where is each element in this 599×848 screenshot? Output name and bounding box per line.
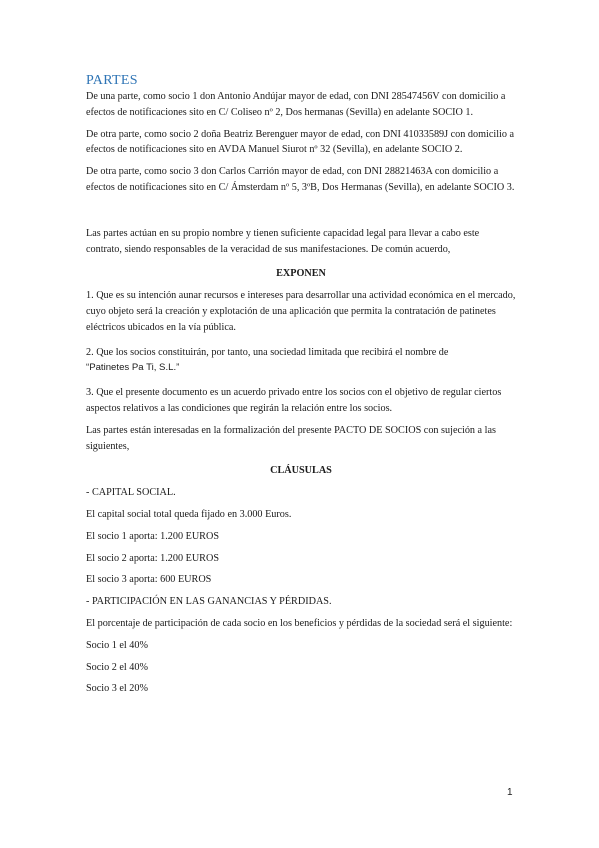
exponen-item-2-text: 2. Que los socios constituirán, por tanto, una sociedad limitada que recibirá el nombre de [86, 346, 449, 358]
exponen-item-3: 3. Que el presente documento es un acuerdo privado entre los socios con el objetivo de regular ciertos aspectos relativos a las condiciones que regirán la relación entre los socios. [86, 387, 502, 414]
partes-paragraph-1: De una parte, como socio 1 don Antonio Andújar mayor de edad, con DNI 28547456V con domicilio a efectos de notificaciones sito en C/ Coliseo nº 2, Dos hermanas (Sevilla) en adelante SOCIO 1. [86, 91, 506, 118]
participacion-title: - PARTICIPACIÓN EN LAS GANANCIAS Y PÉRDIDAS. [86, 596, 332, 608]
exponen-item-1: 1. Que es su intención aunar recursos e intereses para desarrollar una actividad económica en el mercado, cuyo objeto será la creación y explotación de una aplicación que permita la contratación de patinetes eléctricos ubicados en la vía pública. [86, 290, 516, 333]
intro-paragraph: Las partes actúan en su propio nombre y tienen suficiente capacidad legal para llevar a cabo este contrato, siendo responsables de la veracidad de sus manifestaciones. De común acuerdo, [86, 227, 480, 255]
aporte-socio-2: El socio 2 aporta: 1.200 EUROS [86, 552, 219, 564]
participacion-text: El porcentaje de participación de cada socio en los beneficios y pérdidas de la sociedad será el siguiente: [86, 617, 513, 629]
capital-total: El capital social total queda fijado en 3.000 Euros. [86, 508, 292, 520]
page-number: 1 [507, 787, 513, 798]
company-name: “Patinetes Pa Ti, S.L.” [86, 362, 180, 374]
exponen-item-2 [86, 345, 516, 377]
partes-paragraph-2: De otra parte, como socio 2 doña Beatriz Berenguer mayor de edad, con DNI 41033589J con domicilio a efectos de notificaciones sito en AVDA Manuel Siurot nº 32 (Sevilla), en adelante SOCIO 2. [86, 128, 515, 156]
participacion-socio-2: Socio 2 el 40% [86, 661, 148, 673]
aporte-socio-3: El socio 3 aporta: 600 EUROS [86, 574, 212, 586]
document-body [86, 72, 516, 697]
section-heading-partes: PARTES [86, 73, 138, 88]
participacion-socio-1: Socio 1 el 40% [86, 639, 148, 651]
partes-paragraph-3: De otra parte, como socio 3 don Carlos Carrión mayor de edad, con DNI 28821463A con domicilio a efectos de notificaciones sito en C/ Ámsterdam nº 5, 3ºB, Dos Hermanas (Sevilla), en adelante SOCIO 3. [86, 166, 515, 193]
participacion-socio-3: Socio 3 el 20% [86, 683, 148, 695]
aporte-socio-1: El socio 1 aporta: 1.200 EUROS [86, 530, 219, 542]
clausulas-title: CLÁUSULAS [270, 465, 332, 477]
exponen-title: EXPONEN [276, 268, 326, 280]
capital-title: - CAPITAL SOCIAL. [86, 487, 176, 499]
interes-paragraph: Las partes están interesadas en la formalización del presente PACTO DE SOCIOS con sujeción a las siguientes, [86, 424, 496, 452]
